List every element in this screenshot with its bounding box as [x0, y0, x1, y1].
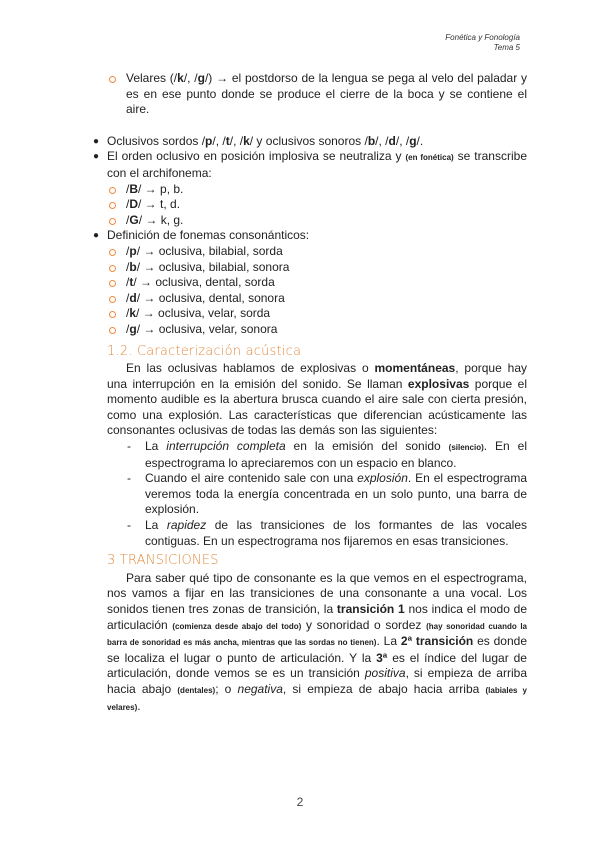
bullet-oclusivos: ● Oclusivos sordos /p/, /t/, /k/ y oclusivos sonoros /b/, /d/, /g/. — [93, 133, 424, 148]
paragraph-transiciones: Para saber qué tipo de consonante es la que vemos en el espectrograma, nos vamos a fijar en las transiciones de una consonante a una vocal. Los sonidos tienen tres zonas de transición, la transición 1 nos indica el modo de articulación (comienza desde abajo del todo) y sonoridad o sordez (hay sonoridad cuando la barra de sonoridad es más ancha, mientras que las sordas no tienen). La 2ª transición es donde se localiza el lugar o punto de articulación. Y la 3ª es el índice del lugar de articulación, donde vemos se es un transición positiva, si empieza de arriba hacia abajo (dentales); o negativa, si empieza de abajo hacia arriba (labiales y velares). — [107, 570, 528, 713]
circle-bullet-icon — [109, 202, 116, 209]
circle-bullet-icon — [109, 218, 116, 225]
list-item: /d/ → oclusiva, dental, sonora — [126, 291, 527, 307]
list-item: - La interrupción completa en la emisión del sonido (silencio). En el espectrograma lo apreciaremos con un espacio en blanco. — [127, 439, 528, 470]
list-item: /b/ → oclusiva, bilabial, sonora — [126, 260, 527, 276]
page-number: 2 — [296, 795, 304, 809]
section-heading-transiciones: 3 TRANSICIONES — [107, 553, 219, 569]
list-item: /g/ → oclusiva, velar, sonora — [126, 322, 527, 338]
circle-bullet-icon — [109, 187, 116, 194]
circle-bullet-icon — [109, 296, 116, 303]
list-item: /D/ → t, d. — [126, 197, 527, 213]
bullet-dot-icon: ● — [93, 230, 100, 242]
caracteristicas-list — [127, 439, 527, 549]
bullet-dot-icon: ● — [93, 135, 100, 147]
bullet-definicion: ● Definición de fonemas consonánticos: — [93, 228, 310, 243]
document-body — [93, 71, 528, 715]
list-item: /t/ → oclusiva, dental, sorda — [126, 275, 527, 291]
list-item: /k/ → oclusiva, velar, sorda — [126, 306, 527, 322]
paragraph-acustica: En las oclusivas hablamos de explosivas o momentáneas, porque hay una interrupción en la emisión del sonido. Se llaman explosivas porque el momento audible es la abertura brusca cuando el aire sale con cierta presión, como una explosión. Las características que diferencian acústicamente las consonantes oclusivas de todas las demás son las siguientes: — [107, 361, 527, 438]
fonemas-list — [126, 244, 527, 338]
circle-bullet-icon — [109, 327, 116, 334]
section-heading-acustica: 1.2. Caracterización acústica — [107, 343, 302, 359]
header-subject: Fonética y Fonología — [445, 33, 520, 42]
list-item: /B/ → p, b. — [126, 182, 527, 198]
bullet-neutraliza: ● El orden oclusivo en posición implosiva se neutraliza y (en fonética) se transcribe con el archifonema: — [93, 149, 527, 180]
circle-bullet-icon — [109, 249, 116, 256]
velares-list — [126, 71, 527, 118]
bullet-dot-icon: ● — [93, 151, 100, 163]
circle-bullet-icon — [109, 265, 116, 272]
velares-item: Velares (/k/, /g/) → el postdorso de la lengua se pega al velo del paladar y es en ese punto donde se produce el cierre de la boca y se contiene el aire. — [126, 71, 527, 118]
circle-bullet-icon — [109, 280, 116, 287]
page-header — [445, 33, 520, 53]
circle-bullet-icon — [109, 76, 116, 83]
list-item: /p/ → oclusiva, bilabial, sorda — [126, 244, 527, 260]
list-item: - Cuando el aire contenido sale con una explosión. En el espectrograma veremos toda la energía concentrada en un solo punto, una barra de explosión. — [127, 471, 527, 517]
circle-bullet-icon — [109, 311, 116, 318]
header-topic: Tema 5 — [493, 43, 520, 52]
archifonema-list — [126, 182, 527, 229]
list-item: /G/ → k, g. — [126, 213, 527, 229]
list-item: - La rapidez de las transiciones de los formantes de las vocales contiguas. En un espectrograma nos fijaremos en esas transiciones. — [127, 518, 527, 548]
